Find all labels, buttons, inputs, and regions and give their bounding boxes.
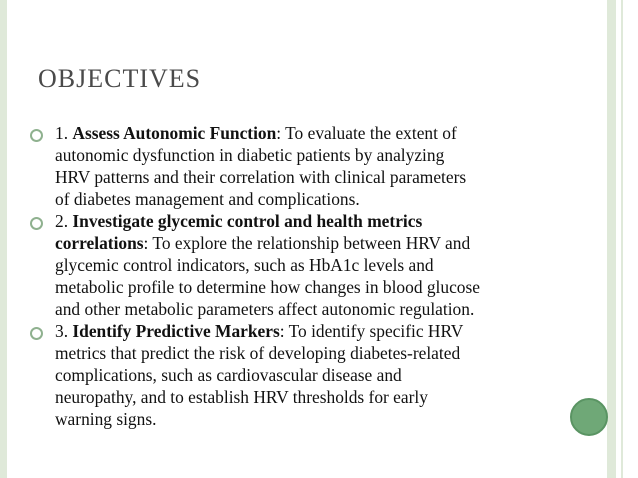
item-text: : To identify specific HRV bbox=[279, 321, 464, 341]
left-decorative-bar bbox=[0, 0, 7, 478]
corner-circle-icon bbox=[570, 398, 608, 436]
item-text: and other metabolic parameters affect autonomic regulation. bbox=[55, 299, 475, 319]
item-text: : To explore the relationship between HRV and bbox=[143, 233, 471, 253]
item-text: glycemic control indicators, such as HbA1c levels and bbox=[55, 255, 434, 275]
item-text: HRV patterns and their correlation with clinical parameters bbox=[55, 167, 467, 187]
item-text: neuropathy, and to establish HRV thresholds for early bbox=[55, 387, 428, 407]
objectives-list bbox=[30, 122, 590, 430]
item-text: of diabetes management and complications. bbox=[55, 189, 360, 209]
item-number: 3. bbox=[55, 321, 73, 341]
item-text: autonomic dysfunction in diabetic patients by analyzing bbox=[55, 145, 445, 165]
item-first-line bbox=[55, 210, 590, 232]
item-number: 1. bbox=[55, 123, 73, 143]
ring-bullet-icon bbox=[30, 217, 43, 230]
item-text: metabolic profile to determine how changes in blood glucose bbox=[55, 277, 480, 297]
list-item bbox=[30, 210, 590, 320]
item-number: 2. bbox=[55, 211, 73, 231]
item-text: complications, such as cardiovascular disease and bbox=[55, 365, 402, 385]
item-heading: Assess Autonomic Function bbox=[72, 123, 277, 143]
item-text: metrics that predict the risk of developing diabetes-related bbox=[55, 343, 461, 363]
slide-title: OBJECTIVES bbox=[38, 64, 202, 93]
item-text: warning signs. bbox=[55, 409, 157, 429]
right-decorative-bar bbox=[607, 0, 616, 478]
item-second-line bbox=[55, 232, 590, 254]
item-heading: Investigate glycemic control and health metrics bbox=[72, 211, 423, 231]
list-item bbox=[30, 320, 590, 430]
item-heading: correlations bbox=[55, 233, 144, 253]
ring-bullet-icon bbox=[30, 327, 43, 340]
item-first-line bbox=[55, 122, 590, 144]
item-text: : To evaluate the extent of bbox=[276, 123, 457, 143]
list-item bbox=[30, 122, 590, 210]
item-first-line bbox=[55, 320, 590, 342]
item-heading: Identify Predictive Markers bbox=[72, 321, 280, 341]
right-decorative-line bbox=[621, 0, 623, 478]
ring-bullet-icon bbox=[30, 129, 43, 142]
